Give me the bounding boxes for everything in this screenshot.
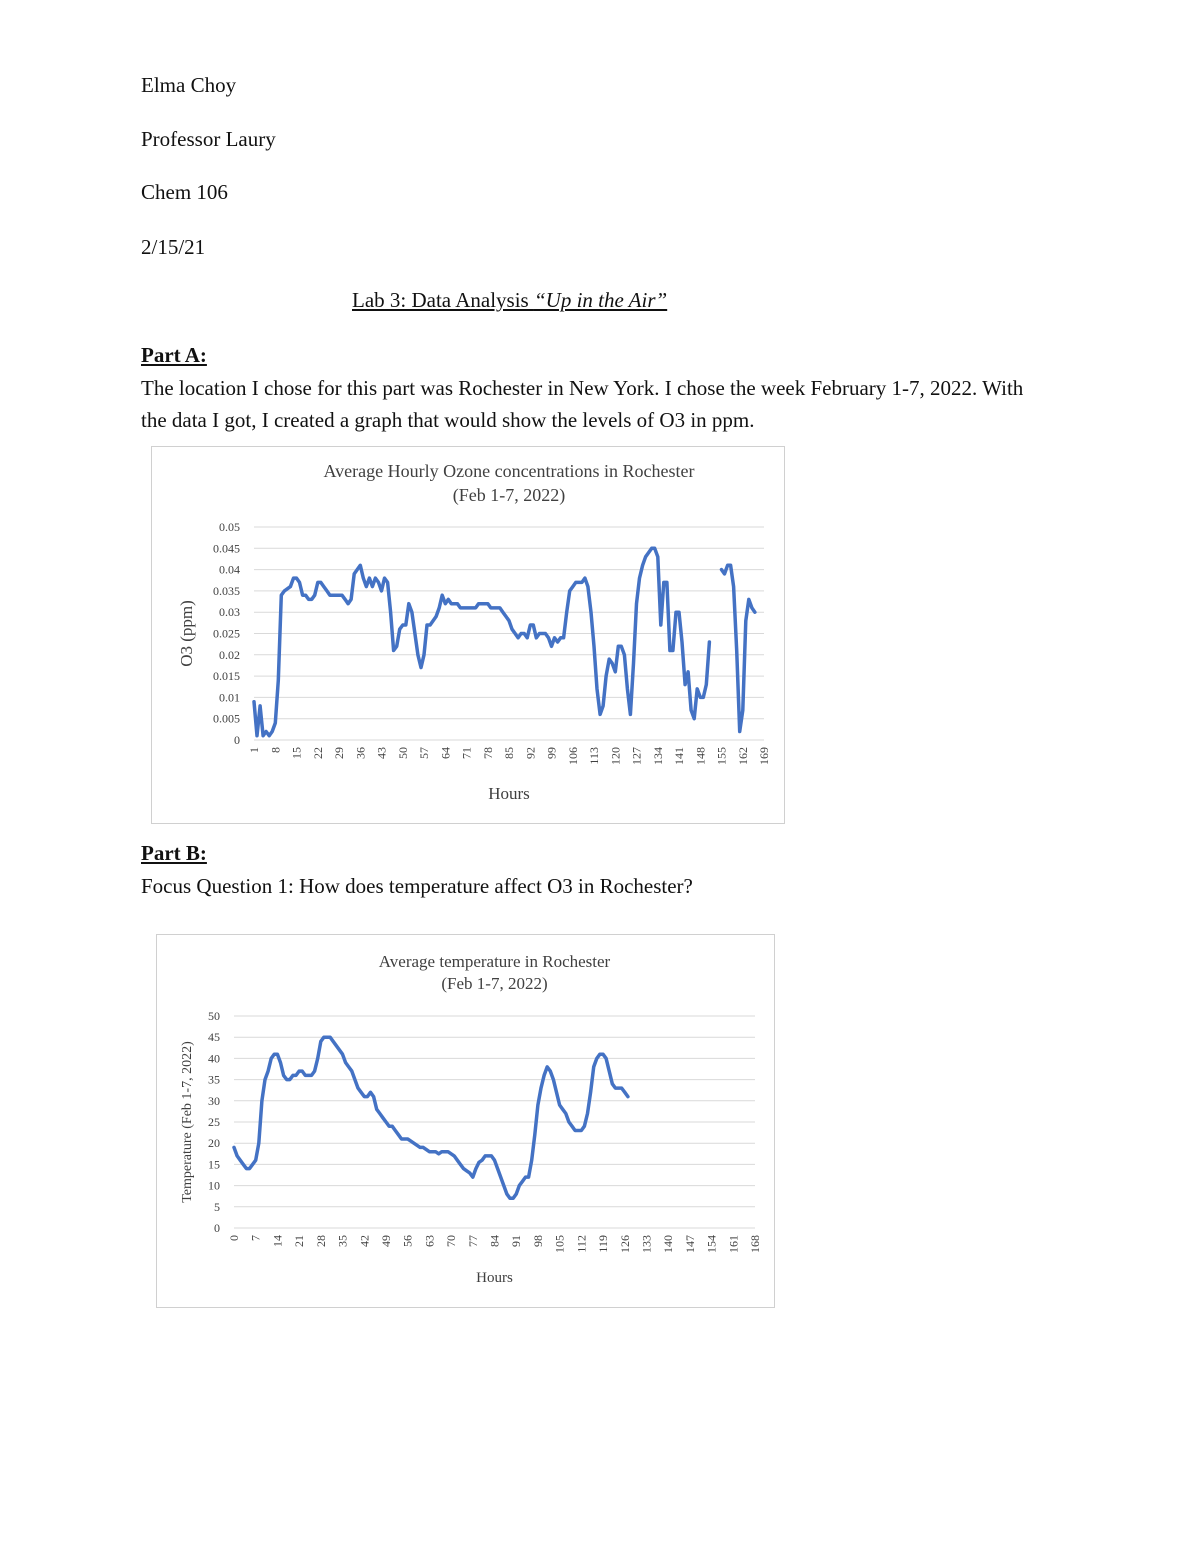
x-tick-label: 106 <box>565 747 580 765</box>
series-line <box>254 548 709 735</box>
document-title <box>352 288 667 313</box>
x-tick-label: 126 <box>617 1235 632 1253</box>
y-tick-label: 0.035 <box>213 583 240 598</box>
x-tick-label: 127 <box>629 747 644 765</box>
y-axis-label: Temperature (Feb 1-7, 2022) <box>180 1041 195 1203</box>
title-prefix: Lab 3: Data Analysis <box>352 288 534 312</box>
x-tick-label: 42 <box>357 1235 372 1247</box>
part-b-question: Focus Question 1: How does temperature affect O3 in Rochester? <box>141 874 693 898</box>
x-tick-label: 21 <box>292 1235 307 1247</box>
x-tick-label: 168 <box>748 1235 762 1253</box>
y-tick-label: 10 <box>208 1178 220 1193</box>
x-tick-label: 134 <box>650 747 665 765</box>
y-tick-label: 0.01 <box>219 690 240 705</box>
y-tick-label: 0.005 <box>213 711 240 726</box>
temperature-chart-svg <box>157 935 774 1307</box>
x-tick-label: 63 <box>422 1235 437 1247</box>
x-tick-label: 141 <box>672 747 686 765</box>
y-tick-label: 50 <box>208 1009 220 1023</box>
author-name: Elma Choy <box>141 73 237 97</box>
x-tick-label: 155 <box>714 747 729 765</box>
x-tick-label: 70 <box>444 1235 459 1247</box>
x-tick-label: 92 <box>523 747 538 759</box>
y-tick-label: 0.015 <box>213 669 240 684</box>
temperature-chart <box>156 934 775 1308</box>
x-tick-label: 84 <box>487 1235 502 1247</box>
x-tick-label: 77 <box>465 1235 480 1247</box>
x-tick-label: 169 <box>757 747 771 765</box>
x-tick-label: 71 <box>459 747 474 759</box>
x-tick-label: 140 <box>661 1235 676 1253</box>
x-tick-label: 14 <box>270 1235 285 1247</box>
x-axis-label: Hours <box>488 784 530 803</box>
y-tick-label: 0.02 <box>219 647 240 662</box>
x-tick-label: 57 <box>417 747 431 759</box>
x-tick-label: 49 <box>378 1235 393 1247</box>
y-tick-label: 0.025 <box>213 626 240 641</box>
x-tick-label: 15 <box>289 747 304 759</box>
y-tick-label: 30 <box>208 1093 220 1108</box>
series-line <box>234 1037 628 1198</box>
part-a-heading: Part A: <box>141 343 207 367</box>
x-tick-label: 147 <box>682 1235 697 1253</box>
x-tick-label: 162 <box>735 747 750 765</box>
professor-name: Professor Laury <box>141 127 276 151</box>
chart-title: Average temperature in Rochester <box>378 952 611 971</box>
chart-subtitle: (Feb 1-7, 2022) <box>441 974 548 993</box>
y-tick-label: 5 <box>214 1199 220 1214</box>
x-tick-label: 78 <box>480 747 495 759</box>
x-tick-label: 99 <box>544 747 559 759</box>
x-tick-label: 8 <box>268 747 283 753</box>
x-tick-label: 148 <box>693 747 708 765</box>
y-tick-label: 40 <box>208 1051 220 1066</box>
part-a-text: The location I chose for this part was Rochester in New York. I chose the week February 1-7, 2022. With the data I got, I created a graph that would show the levels of O3 in ppm. <box>141 376 1024 432</box>
y-tick-label: 20 <box>208 1136 220 1151</box>
x-tick-label: 105 <box>552 1235 567 1253</box>
y-tick-label: 25 <box>208 1115 220 1129</box>
y-tick-label: 0 <box>234 733 240 747</box>
x-tick-label: 119 <box>596 1235 611 1253</box>
ozone-chart <box>151 446 785 824</box>
course-name: Chem 106 <box>141 180 228 204</box>
x-tick-label: 133 <box>639 1235 654 1253</box>
x-tick-label: 161 <box>726 1235 741 1253</box>
part-b-heading: Part B: <box>141 841 207 865</box>
y-tick-label: 45 <box>208 1030 220 1045</box>
x-tick-label: 85 <box>502 747 516 759</box>
y-tick-label: 0.045 <box>213 541 240 556</box>
x-tick-label: 0 <box>227 1235 241 1241</box>
y-tick-label: 35 <box>208 1072 220 1087</box>
x-tick-label: 43 <box>374 747 389 759</box>
date: 2/15/21 <box>141 235 206 259</box>
chart-title: Average Hourly Ozone concentrations in Rochester <box>323 461 695 481</box>
y-tick-label: 15 <box>208 1157 220 1172</box>
x-tick-label: 154 <box>704 1235 719 1253</box>
x-tick-label: 50 <box>395 747 410 759</box>
x-tick-label: 28 <box>313 1235 328 1247</box>
ozone-chart-svg <box>152 447 784 823</box>
x-axis-label: Hours <box>476 1270 513 1286</box>
y-tick-label: 0 <box>214 1221 220 1235</box>
y-tick-label: 0.05 <box>219 520 240 534</box>
y-tick-label: 0.04 <box>219 562 240 577</box>
x-tick-label: 91 <box>509 1235 524 1247</box>
x-tick-label: 56 <box>400 1235 415 1247</box>
x-tick-label: 36 <box>353 747 368 759</box>
chart-subtitle: (Feb 1-7, 2022) <box>452 485 566 505</box>
x-tick-label: 29 <box>332 747 346 759</box>
x-tick-label: 113 <box>587 747 601 765</box>
title-italic: “Up in the Air” <box>533 288 668 312</box>
x-tick-label: 112 <box>574 1235 589 1253</box>
series-line <box>722 565 755 731</box>
y-axis-label: O3 (ppm) <box>177 600 196 667</box>
x-tick-label: 35 <box>335 1235 350 1247</box>
x-tick-label: 22 <box>310 747 325 759</box>
x-tick-label: 7 <box>248 1235 263 1241</box>
x-tick-label: 64 <box>438 747 453 759</box>
y-tick-label: 0.03 <box>219 605 240 620</box>
x-tick-label: 120 <box>608 747 623 765</box>
x-tick-label: 1 <box>247 747 261 753</box>
x-tick-label: 98 <box>530 1235 545 1247</box>
